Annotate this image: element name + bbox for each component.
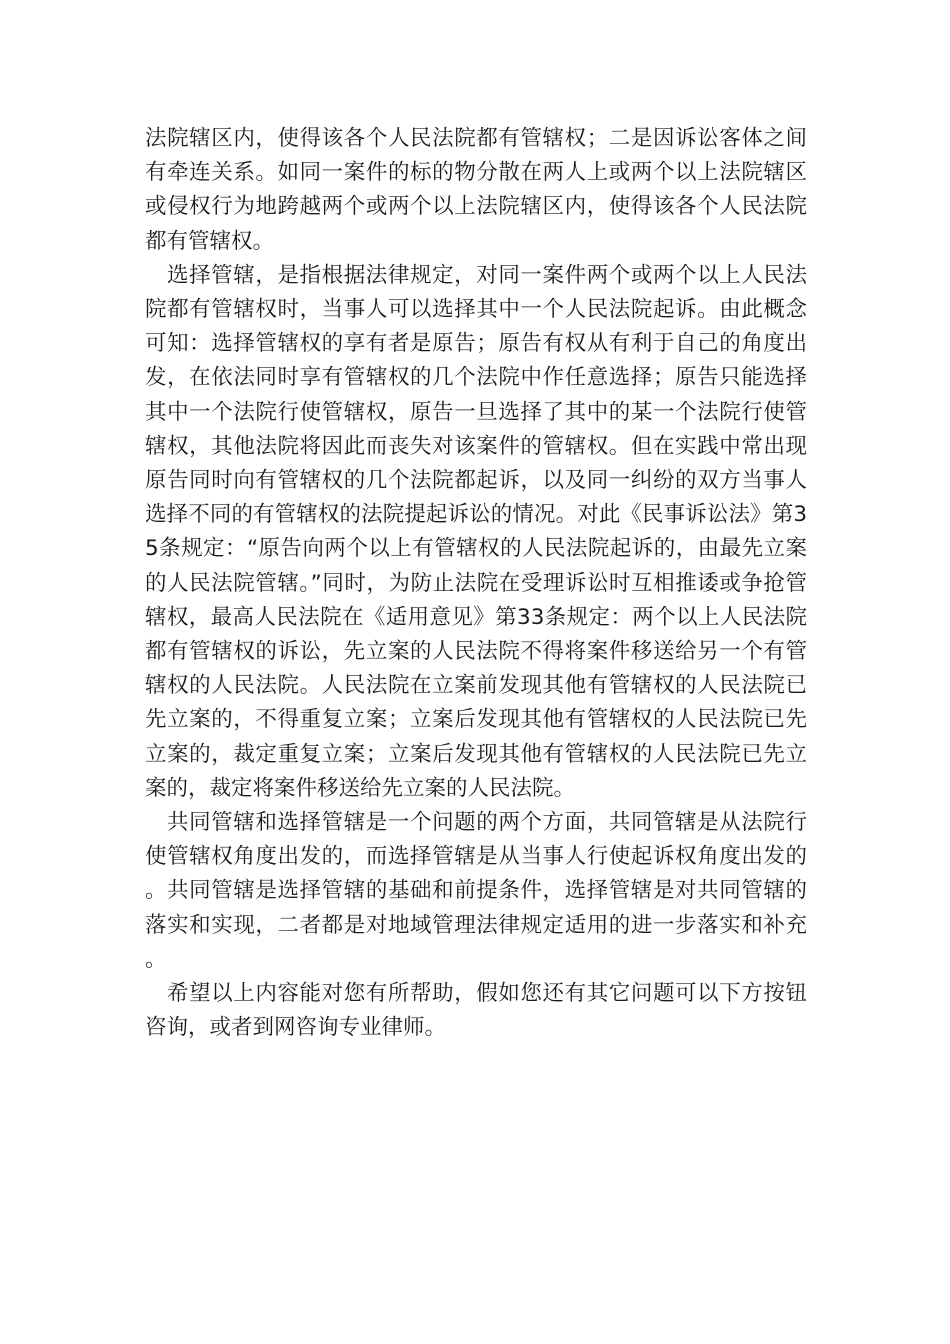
paragraph-selective-jurisdiction: 选择管辖，是指根据法律规定，对同一案件两个或两个以上人民法院都有管辖权时，当事人可以选择其中一个人民法院起诉。由此概念可知：选择管辖权的享有者是原告；原告有权从有利于自己的角度出发，在依法同时享有管辖权的几个法院中作任意选择；原告只能选择其中一个法院行使管辖权，原告一旦选择了其中的某一个法院行使管辖权，其他法院将因此而丧失对该案件的管辖权。但在实践中常出现原告同时向有管辖权的几个法院都起诉，以及同一纠纷的双方当事人选择不同的有管辖权的法院提起诉讼的情况。对此《民事诉讼法》第35条规定：“原告向两个以上有管辖权的人民法院起诉的，由最先立案的人民法院管辖。”同时，为防止法院在受理诉讼时互相推诿或争抢管辖权，最高人民法院在《适用意见》第33条规定：两个以上人民法院都有管辖权的诉讼，先立案的人民法院不得将案件移送给另一个有管辖权的人民法院。人民法院在立案前发现其他有管辖权的人民法院已先立案的，不得重复立案；立案后发现其他有管辖权的人民法院已先立案的，裁定重复立案；立案后发现其他有管辖权的人民法院已先立案的，裁定将案件移送给先立案的人民法院。 <box>145 262 807 801</box>
paragraph-closing: 希望以上内容能对您有所帮助，假如您还有其它问题可以下方按钮咨询，或者到网咨询专业律师。 <box>145 981 807 1041</box>
paragraph-joint-jurisdiction: 共同管辖和选择管辖是一个问题的两个方面，共同管辖是从法院行使管辖权角度出发的，而选择管辖是从当事人行使起诉权角度出发的。共同管辖是选择管辖的基础和前提条件，选择管辖是对共同管辖的落实和实现，二者都是对地域管理法律规定适用的进一步落实和补充。 <box>145 810 807 972</box>
document-body <box>145 122 807 1045</box>
paragraph-continued: 法院辖区内，使得该各个人民法院都有管辖权；二是因诉讼客体之间有牵连关系。如同一案件的标的物分散在两人上或两个以上法院辖区或侵权行为地跨越两个或两个以上法院辖区内，使得该各个人民法院都有管辖权。 <box>145 126 807 254</box>
